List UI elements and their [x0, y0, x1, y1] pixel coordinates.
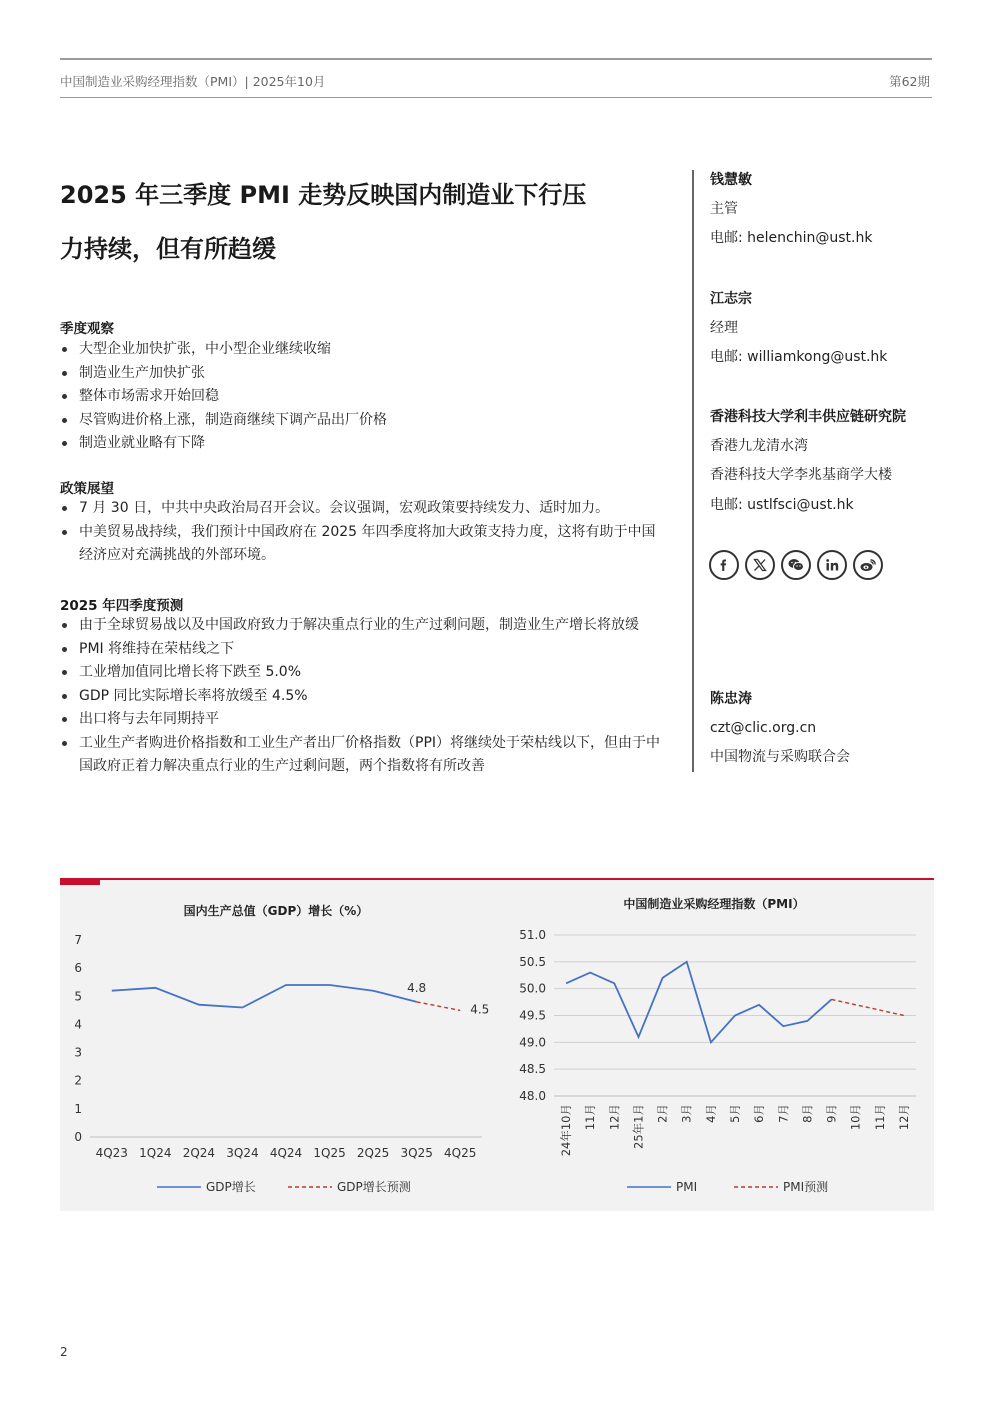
- list-item: 工业增加值同比增长将下跌至 5.0%: [60, 661, 660, 685]
- page-number: 2: [60, 1345, 68, 1359]
- institute-address-2: 香港科技大学李兆基商学大楼: [710, 467, 892, 483]
- x-tick-label: 4Q25: [444, 1146, 477, 1160]
- x-tick-label: 4Q23: [95, 1146, 128, 1160]
- y-tick-label: 0: [74, 1130, 82, 1144]
- gdp-chart: [60, 885, 500, 1205]
- contact-name: 陈忠涛: [710, 691, 752, 707]
- legend-label: PMI预测: [783, 1180, 829, 1194]
- chart-title: 国内生产总值（GDP）增长（%）: [183, 904, 369, 918]
- x-tick-label: 4Q24: [269, 1146, 303, 1160]
- policy-heading: 政策展望: [60, 481, 114, 497]
- x-tick-label: 10月: [848, 1104, 863, 1131]
- contact-role: 主管: [710, 201, 738, 217]
- title-line-1: 2025 年三季度 PMI 走势反映国内制造业下行压: [60, 181, 587, 209]
- series-line: [417, 1002, 461, 1011]
- list-item: GDP 同比实际增长率将放缓至 4.5%: [60, 685, 660, 709]
- list-item: 制造业就业略有下降: [60, 432, 660, 456]
- legend-label: PMI: [676, 1180, 698, 1194]
- series-line: [832, 999, 904, 1015]
- y-tick-label: 48.0: [519, 1089, 546, 1103]
- social-icons: [709, 550, 883, 580]
- list-item: 由于全球贸易战以及中国政府致力于解决重点行业的生产过剩问题，制造业生产增长将放缓: [60, 614, 660, 638]
- y-tick-label: 1: [74, 1101, 82, 1116]
- chart-top-rule: [60, 878, 934, 880]
- title-line-2: 力持续，但有所趋缓: [60, 235, 276, 263]
- y-tick-label: 51.0: [519, 928, 546, 942]
- list-item: 大型企业加快扩张，中小型企业继续收缩: [60, 338, 660, 362]
- weibo-icon[interactable]: [853, 550, 883, 580]
- x-tick-label: 25年1月: [631, 1104, 646, 1149]
- contact-email-link[interactable]: 电邮: williamkong@ust.hk: [710, 349, 888, 365]
- legend-label: GDP增长: [206, 1180, 256, 1194]
- page-title: [60, 168, 660, 276]
- institute-name: 香港科技大学利丰供应链研究院: [710, 409, 906, 425]
- list-item: 7 月 30 日，中共中央政治局召开会议。会议强调，宏观政策要持续发力、适时加力。: [60, 497, 660, 521]
- contact-organization: 中国物流与采购联合会: [710, 749, 850, 765]
- list-item: 制造业生产加快扩张: [60, 362, 660, 386]
- list-item: 工业生产者购进价格指数和工业生产者出厂价格指数（PPI）将继续处于荣枯线以下，但由于中国政府正着力解决重点行业的生产过剩问题，两个指数将有所改善: [60, 732, 660, 779]
- chart-accent-bar: [60, 878, 100, 885]
- header-bottom-rule: [60, 97, 932, 98]
- list-item: 中美贸易战持续，我们预计中国政府在 2025 年四季度将加大政策支持力度，这将有助于中国经济应对充满挑战的外部环境。: [60, 521, 660, 568]
- x-tick-label: 5月: [728, 1104, 742, 1123]
- x-tick-label: 8月: [800, 1104, 815, 1123]
- x-tick-label: 3月: [679, 1104, 694, 1123]
- x-tick-label: 2月: [655, 1104, 670, 1123]
- y-tick-label: 48.5: [519, 1062, 546, 1077]
- y-tick-label: 50.5: [519, 954, 546, 969]
- x-tick-label: 1Q24: [139, 1146, 172, 1160]
- x-tick-label: 11月: [872, 1104, 887, 1131]
- x-tick-label: 1Q25: [313, 1146, 346, 1160]
- pmi-chart: [500, 885, 934, 1205]
- contact-name: 江志宗: [710, 291, 752, 307]
- contact-email-link[interactable]: 电邮: helenchin@ust.hk: [710, 230, 873, 246]
- series-line: [566, 962, 831, 1043]
- forecast-heading: 2025 年四季度预测: [60, 598, 184, 614]
- y-tick-label: 49.0: [519, 1035, 546, 1050]
- header-publication: 中国制造业采购经理指数（PMI）| 2025年10月: [60, 74, 326, 89]
- y-tick-label: 4: [74, 1017, 82, 1032]
- x-tick-label: 11月: [583, 1104, 598, 1131]
- x-tick-label: 3Q25: [400, 1146, 433, 1160]
- contact-name: 钱慧敏: [710, 172, 752, 188]
- x-tick-label: 12月: [607, 1104, 622, 1131]
- legend-label: GDP增长预测: [337, 1180, 411, 1194]
- list-item: 整体市场需求开始回稳: [60, 385, 660, 409]
- y-tick-label: 49.5: [519, 1008, 546, 1023]
- y-tick-label: 6: [74, 961, 82, 976]
- y-tick-label: 7: [74, 933, 82, 947]
- y-tick-label: 50.0: [519, 981, 546, 996]
- y-tick-label: 2: [74, 1073, 82, 1088]
- policy-list: [60, 497, 660, 568]
- facebook-icon[interactable]: [709, 550, 739, 580]
- x-tick-label: 2Q25: [356, 1146, 390, 1160]
- x-tick-label: 7月: [776, 1104, 791, 1123]
- x-icon[interactable]: [745, 550, 775, 580]
- observation-list: [60, 338, 660, 456]
- header-issue: 第62期: [889, 74, 930, 89]
- contact-email-link[interactable]: czt@clic.org.cn: [710, 720, 817, 736]
- sidebar-divider: [692, 170, 694, 772]
- series-line: [112, 985, 417, 1008]
- institute-address-1: 香港九龙清水湾: [710, 438, 808, 454]
- y-tick-label: 5: [74, 989, 82, 1004]
- data-label: 4.8: [407, 980, 427, 995]
- x-tick-label: 9月: [824, 1104, 839, 1123]
- linkedin-icon[interactable]: [817, 550, 847, 580]
- forecast-list: [60, 614, 660, 779]
- x-tick-label: 6月: [752, 1104, 767, 1123]
- header-top-rule: [60, 58, 932, 60]
- institute-email-link[interactable]: 电邮: ustlfsci@ust.hk: [710, 497, 854, 513]
- wechat-icon[interactable]: [781, 550, 811, 580]
- observation-heading: 季度观察: [60, 321, 114, 337]
- x-tick-label: 12月: [896, 1104, 911, 1131]
- y-tick-label: 3: [74, 1045, 82, 1060]
- x-tick-label: 4月: [703, 1104, 718, 1123]
- list-item: 尽管购进价格上涨，制造商继续下调产品出厂价格: [60, 409, 660, 433]
- contact-role: 经理: [710, 320, 738, 336]
- list-item: PMI 将维持在荣枯线之下: [60, 638, 660, 662]
- data-label: 4.5: [470, 1002, 490, 1017]
- x-tick-label: 3Q24: [226, 1146, 259, 1160]
- chart-title: 中国制造业采购经理指数（PMI）: [623, 897, 805, 911]
- list-item: 出口将与去年同期持平: [60, 708, 660, 732]
- x-tick-label: 24年10月: [559, 1104, 574, 1157]
- x-tick-label: 2Q24: [182, 1146, 216, 1160]
